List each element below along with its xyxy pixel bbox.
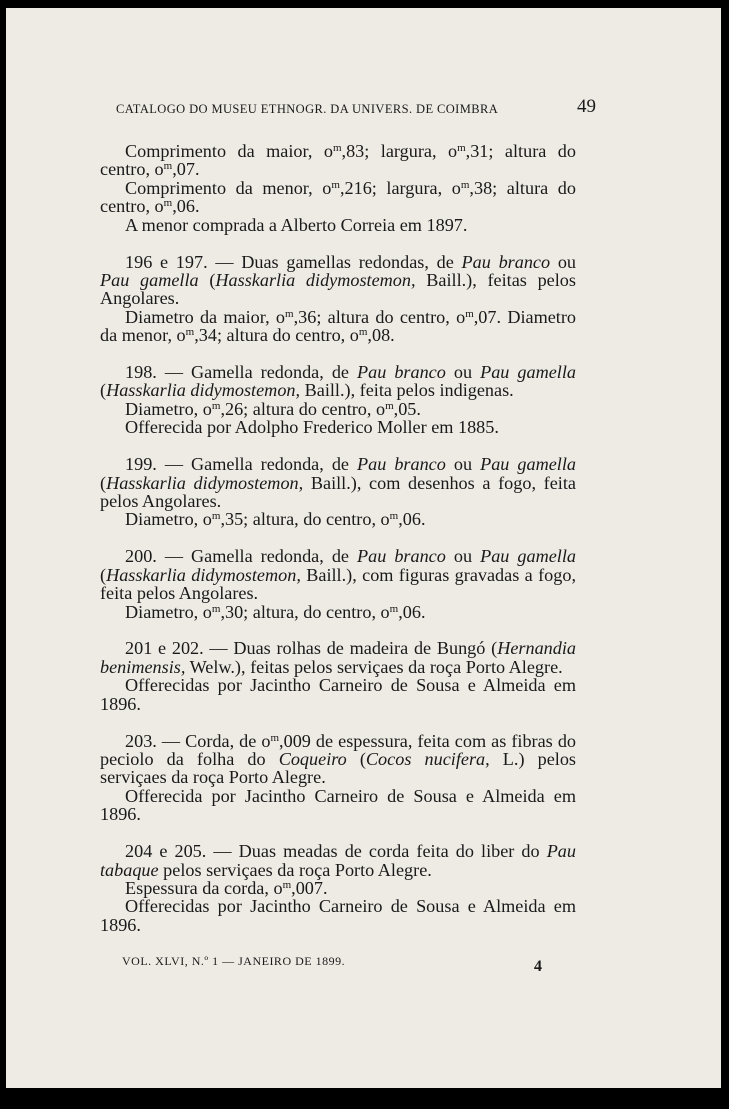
text-run: ,009 de espessura, feita com as fibras do peciolo da folha do xyxy=(100,730,577,769)
text-run: ,007. xyxy=(291,877,328,898)
text-run: ( xyxy=(100,564,107,585)
entry-paragraph xyxy=(100,879,576,897)
unit-superscript: m xyxy=(282,878,292,891)
unit-superscript: m xyxy=(389,602,399,615)
catalog-entry xyxy=(100,363,576,437)
entry-paragraph xyxy=(100,363,576,400)
entry-paragraph xyxy=(100,732,576,787)
catalog-body xyxy=(100,142,576,934)
signature-mark: 4 xyxy=(534,958,542,975)
entry-paragraph xyxy=(100,547,576,602)
entry-paragraph xyxy=(100,510,576,528)
unit-superscript: m xyxy=(331,178,340,191)
italic-term: Pau tabaque xyxy=(100,841,576,880)
text-run: ,08. xyxy=(367,325,395,346)
footer-volume-line: VOL. XLVI, N.º 1 — JANEIRO DE 1899. xyxy=(122,954,346,968)
catalog-entry xyxy=(100,639,576,713)
unit-superscript: m xyxy=(163,160,173,173)
entry-paragraph xyxy=(100,308,576,345)
unit-superscript: m xyxy=(385,399,394,412)
italic-term: Pau branco xyxy=(357,362,446,383)
unit-superscript: m xyxy=(211,602,221,615)
text-run: ,07. Diametro da menor, o xyxy=(100,306,576,346)
catalog-entry xyxy=(100,732,576,824)
text-run: Diametro, o xyxy=(125,398,212,419)
text-run: ,35; altura, do centro, o xyxy=(220,509,390,530)
unit-superscript: m xyxy=(211,510,221,523)
entry-paragraph xyxy=(100,639,576,676)
text-run: Baill.), com desenhos a fogo, feita pelos Angolares. xyxy=(100,472,576,511)
text-run: ,06. xyxy=(398,509,426,530)
running-header xyxy=(116,96,596,117)
catalog-entry xyxy=(100,547,576,621)
text-run: ( xyxy=(198,269,216,290)
italic-term: Pau gamella xyxy=(100,269,199,290)
text-run: Espessura da corda, o xyxy=(125,877,283,898)
text-run: ,216; largura, o xyxy=(339,177,461,198)
unit-superscript: m xyxy=(163,197,173,210)
text-run: ( xyxy=(100,472,107,493)
unit-superscript: m xyxy=(332,142,342,154)
text-run: 200. — Gamella redonda, de xyxy=(125,546,357,567)
text-run: ,06. xyxy=(398,601,426,622)
text-run: 196 e 197. — Duas gamellas redondas, de xyxy=(125,251,462,272)
text-run: ,34; altura do centro, o xyxy=(194,325,359,346)
entry-paragraph xyxy=(100,455,576,510)
italic-term: Hernandia benimensis, xyxy=(100,638,576,677)
catalog-entry xyxy=(100,253,576,345)
italic-term: Pau branco xyxy=(357,546,446,567)
text-run: Baill.), com figuras gravadas a fogo, feita pelos Angolares. xyxy=(100,564,576,604)
italic-term: Pau gamella xyxy=(480,546,576,567)
text-run: ,36; altura do centro, o xyxy=(293,306,466,327)
text-run: 203. — Corda, de o xyxy=(125,730,271,751)
text-run: Offerecidas por Jacintho Carneiro de Sousa e Almeida em 1896. xyxy=(100,675,576,714)
text-run: Offerecida por Adolpho Frederico Moller em 1885. xyxy=(125,417,499,438)
unit-superscript: m xyxy=(358,326,368,339)
entry-paragraph xyxy=(100,787,576,824)
text-run: Comprimento da menor, o xyxy=(125,177,332,198)
unit-superscript: m xyxy=(185,326,195,339)
unit-superscript: m xyxy=(285,307,294,320)
text-run: ,83; largura, o xyxy=(341,141,458,161)
entry-paragraph xyxy=(100,142,576,179)
text-run: ,05. xyxy=(393,398,421,419)
text-run: 199. — Gamella redonda, de xyxy=(125,454,357,475)
italic-term: Cocos nucifera, xyxy=(365,748,490,769)
text-run: ,07. xyxy=(172,159,200,180)
text-run: Diametro, o xyxy=(125,509,212,530)
italic-term: Hasskarlia didymostemon, xyxy=(215,269,416,290)
unit-superscript: m xyxy=(465,307,474,320)
text-run: ou xyxy=(445,546,481,567)
italic-term: Coqueiro xyxy=(278,748,347,769)
catalog-entry xyxy=(100,842,576,934)
text-run: Baill.), feitas pelos Angolares. xyxy=(100,269,576,309)
text-run: Diametro da maior, o xyxy=(125,306,286,327)
entry-paragraph xyxy=(100,676,576,713)
text-run: ,26; altura do centro, o xyxy=(220,398,386,419)
entry-paragraph xyxy=(100,216,576,234)
text-run: Baill.), feita pelos indigenas. xyxy=(300,380,514,401)
text-run: Offerecida por Jacintho Carneiro de Sousa e Almeida em 1896. xyxy=(100,785,576,825)
catalog-entry xyxy=(100,455,576,529)
entry-paragraph xyxy=(100,400,576,418)
text-run: ( xyxy=(346,748,366,769)
unit-superscript: m xyxy=(270,731,280,744)
text-run: 201 e 202. — Duas rolhas de madeira de Bungó ( xyxy=(125,638,498,659)
text-run: ,06. xyxy=(172,196,200,217)
text-run: ,38; altura do centro, o xyxy=(100,177,576,217)
italic-term: Hasskarlia didymostemon, xyxy=(106,564,301,585)
entry-paragraph xyxy=(100,179,576,216)
text-run: 198. — Gamella redonda, de xyxy=(125,362,357,383)
entry-paragraph xyxy=(100,253,576,308)
text-run: L.) pelos serviçaes da roça Porto Alegre. xyxy=(100,748,576,788)
italic-term: Hasskarlia didymostemon, xyxy=(106,472,304,493)
italic-term: Hasskarlia didymostemon, xyxy=(106,380,301,401)
unit-superscript: m xyxy=(460,178,470,191)
unit-superscript: m xyxy=(389,510,399,523)
text-run: ,31; altura do centro, o xyxy=(100,141,576,180)
entry-paragraph xyxy=(100,897,576,934)
header-title: CATALOGO DO MUSEU ETHNOGR. DA UNIVERS. DE COIMBRA xyxy=(116,102,499,116)
document-page xyxy=(6,8,721,1088)
entry-paragraph xyxy=(100,418,576,436)
text-run: ou xyxy=(445,362,481,383)
text-run: Offerecidas por Jacintho Carneiro de Sousa e Almeida em 1896. xyxy=(100,896,576,935)
text-run: ( xyxy=(100,380,107,401)
text-run: 204 e 205. — Duas meadas de corda feita do liber do xyxy=(125,841,547,862)
text-run: Comprimento da maior, o xyxy=(125,141,333,161)
entry-paragraph xyxy=(100,603,576,621)
catalog-entry xyxy=(100,142,576,234)
text-run: ,30; altura, do centro, o xyxy=(220,601,390,622)
unit-superscript: m xyxy=(211,399,221,412)
text-run: ou xyxy=(550,251,577,272)
italic-term: Pau gamella xyxy=(480,454,576,475)
text-run: Diametro, o xyxy=(125,601,212,622)
unit-superscript: m xyxy=(457,142,466,154)
text-run: pelos serviçaes da roça Porto Alegre. xyxy=(158,859,432,880)
italic-term: Pau branco xyxy=(461,251,551,272)
entry-paragraph xyxy=(100,842,576,879)
page-number: 49 xyxy=(577,96,596,117)
text-run: ou xyxy=(445,454,481,475)
italic-term: Pau branco xyxy=(357,454,446,475)
text-run: Welw.), feitas pelos serviçaes da roça Porto Alegre. xyxy=(185,656,563,677)
italic-term: Pau gamella xyxy=(480,362,576,383)
text-run: A menor comprada a Alberto Correia em 1897. xyxy=(125,214,468,235)
